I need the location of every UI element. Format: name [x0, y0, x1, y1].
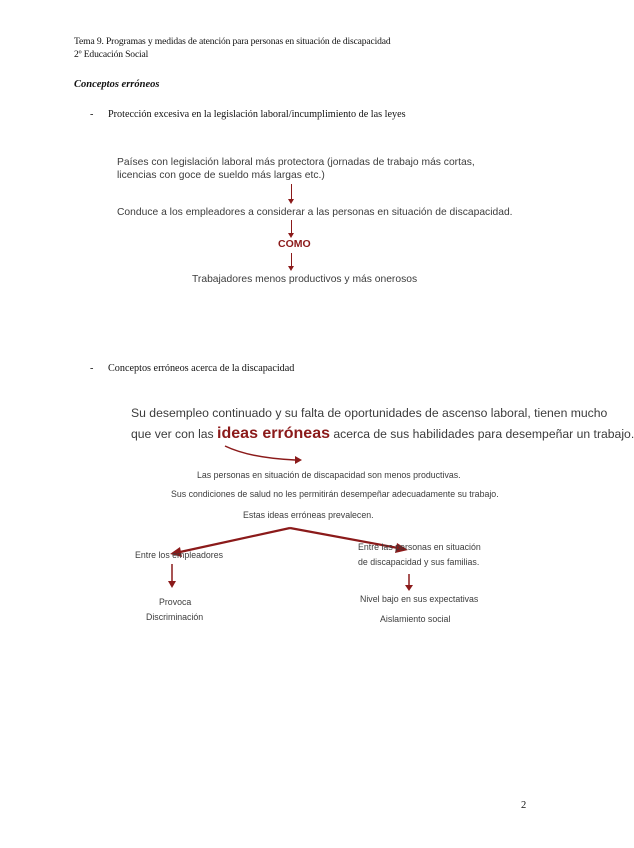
diagram1-line4: Trabajadores menos productivos y más onerosos — [192, 274, 418, 285]
diagram1-line2: licencias con goce de sueldo más largas etc.) — [117, 170, 325, 181]
header-course-title: Tema 9. Programas y medidas de atención para personas en situación de discapacidad — [74, 36, 391, 47]
diagram2-idea3: Estas ideas erróneas prevalecen. — [243, 510, 374, 520]
arrow-head-icon — [295, 456, 302, 464]
diagram2-right-branch-line2: de discapacidad y sus familias. — [358, 557, 480, 567]
diagram2-right-result2: Aislamiento social — [380, 614, 451, 624]
diagram2-left-result2: Discriminación — [146, 612, 204, 622]
diagram2-left-result1: Provoca — [159, 597, 192, 607]
intro-pre: que ver con las — [131, 427, 214, 441]
bullet-dash: - — [90, 109, 94, 120]
left-branch-line — [180, 528, 290, 552]
curved-arrow-icon — [225, 446, 295, 460]
diagram2-left-branch: Entre los empleadores — [135, 550, 224, 560]
document-header — [74, 35, 391, 61]
diagram1-line3: Conduce a los empleadores a considerar a las personas en situación de discapacidad. — [117, 207, 513, 218]
diagram2-right-result1: Nivel bajo en sus expectativas — [360, 594, 479, 604]
arrow-head-icon — [168, 581, 176, 588]
arrow-head-icon — [405, 585, 413, 591]
diagram2-intro-line1: Su desempleo continuado y su falta de oportunidades de ascenso laboral, tienen mucho — [131, 406, 608, 420]
page-number: 2 — [521, 800, 527, 811]
diagram2-right-branch-line1: Entre las personas en situación — [358, 542, 481, 552]
bullet-item-misconceptions — [90, 363, 294, 374]
diagram2-idea2: Sus condiciones de salud no les permitirán desempeñar adecuadamente su trabajo. — [171, 489, 499, 499]
down-arrow-icon — [291, 253, 292, 267]
header-degree: 2º Educación Social — [74, 49, 149, 60]
bullet-dash: - — [90, 363, 94, 374]
diagram1-connector: COMO — [278, 238, 311, 250]
bullet-text: Protección excesiva en la legislación laboral/incumplimiento de las leyes — [108, 109, 406, 120]
bullet-text: Conceptos erróneos acerca de la discapacidad — [108, 363, 295, 374]
diagram-legislation — [100, 148, 513, 288]
diagram2-idea1: Las personas en situación de discapacidad son menos productivas. — [197, 470, 461, 480]
diagram-misconceptions — [100, 400, 634, 640]
diagram1-line1: Países con legislación laboral más protectora (jornadas de trabajo más cortas, — [117, 157, 475, 168]
section-title: Conceptos erróneos — [74, 79, 160, 90]
intro-highlight: ideas erróneas — [217, 425, 330, 442]
down-arrow-icon — [291, 184, 292, 200]
bullet-item-legislation — [90, 109, 406, 120]
down-arrow-icon — [291, 220, 292, 234]
intro-post: acerca de sus habilidades para desempeñar un trabajo. — [333, 427, 634, 441]
